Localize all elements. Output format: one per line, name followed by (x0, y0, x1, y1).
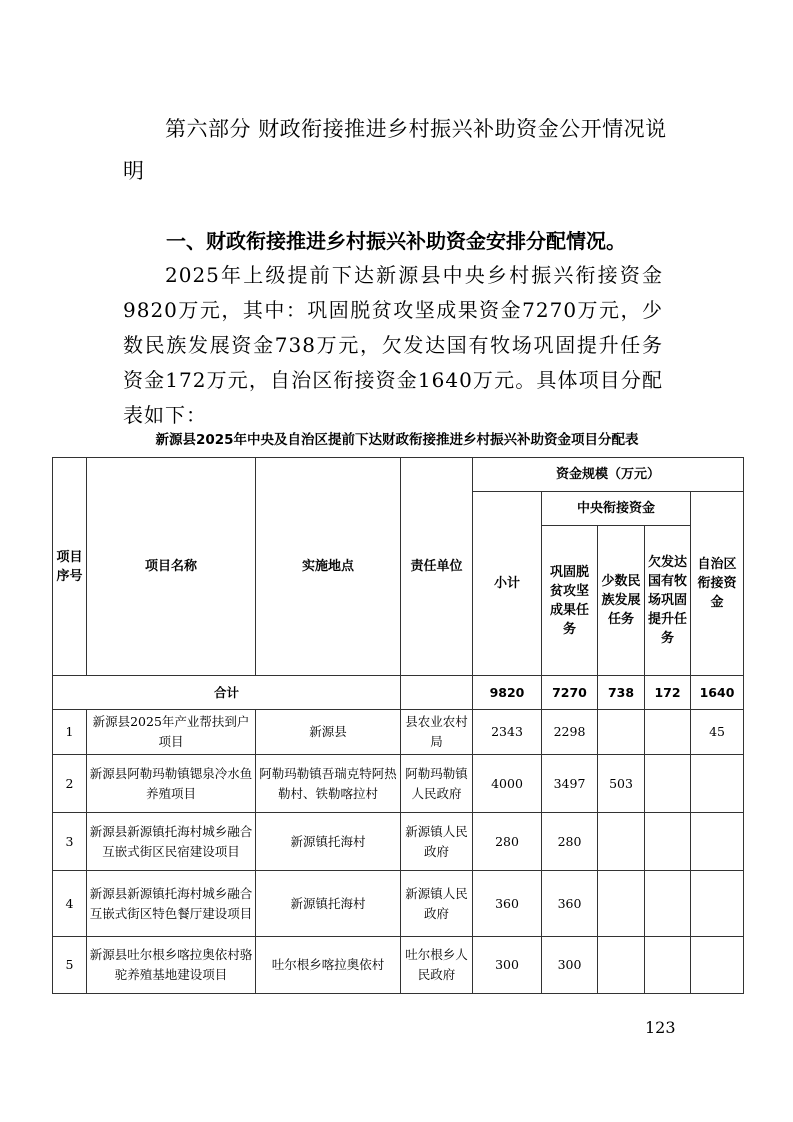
total-label: 合计 (53, 676, 401, 710)
row-location: 新源县 (256, 710, 401, 755)
row-name: 新源县阿勒玛勒镇锶泉冷水鱼养殖项目 (87, 755, 256, 813)
row-consolidate: 3497 (542, 755, 598, 813)
row-seq: 1 (53, 710, 87, 755)
row-name: 新源县吐尔根乡喀拉奥依村骆驼养殖基地建设项目 (87, 937, 256, 994)
subsection-heading: 一、财政衔接推进乡村振兴补助资金安排分配情况。 (166, 229, 626, 253)
total-minority: 738 (598, 676, 645, 710)
row-name: 新源县新源镇托海村城乡融合互嵌式街区特色餐厅建设项目 (87, 871, 256, 937)
row-seq: 2 (53, 755, 87, 813)
row-consolidate: 360 (542, 871, 598, 937)
row-unit: 新源镇人民政府 (401, 813, 473, 871)
row-subtotal: 300 (473, 937, 542, 994)
row-subtotal: 2343 (473, 710, 542, 755)
header-subtotal: 小计 (473, 492, 542, 676)
row-unit: 阿勒玛勒镇人民政府 (401, 755, 473, 813)
row-seq: 4 (53, 871, 87, 937)
row-location: 新源镇托海村 (256, 813, 401, 871)
header-unit: 责任单位 (401, 458, 473, 676)
table-row (53, 813, 744, 871)
table-title: 新源县2025年中央及自治区提前下达财政衔接推进乡村振兴补助资金项目分配表 (155, 432, 639, 448)
header-central: 中央衔接资金 (542, 492, 691, 526)
row-ranch (645, 871, 691, 937)
total-ranch: 172 (645, 676, 691, 710)
row-consolidate: 2298 (542, 710, 598, 755)
page-number: 123 (645, 1018, 676, 1037)
allocation-table (52, 457, 744, 994)
row-location: 吐尔根乡喀拉奥依村 (256, 937, 401, 994)
row-ranch (645, 710, 691, 755)
row-subtotal: 360 (473, 871, 542, 937)
row-autonomous (691, 755, 744, 813)
header-autonomous: 自治区衔接资金 (691, 492, 744, 676)
header-location: 实施地点 (256, 458, 401, 676)
row-location: 新源镇托海村 (256, 871, 401, 937)
row-minority: 503 (598, 755, 645, 813)
section-heading: 第六部分 财政衔接推进乡村振兴补助资金公开情况说明 (123, 117, 667, 183)
row-unit: 吐尔根乡人民政府 (401, 937, 473, 994)
row-location: 阿勒玛勒镇吾瑞克特阿热勒村、铁勒喀拉村 (256, 755, 401, 813)
row-ranch (645, 937, 691, 994)
row-consolidate: 300 (542, 937, 598, 994)
row-subtotal: 4000 (473, 755, 542, 813)
header-minority: 少数民族发展任务 (598, 526, 645, 676)
header-seq: 项目序号 (53, 458, 87, 676)
header-name: 项目名称 (87, 458, 256, 676)
total-consolidate: 7270 (542, 676, 598, 710)
row-ranch (645, 755, 691, 813)
body-paragraph: 2025年上级提前下达新源县中央乡村振兴衔接资金9820万元，其中：巩固脱贫攻坚成果资金7270万元，少数民族发展资金738万元，欠发达国有牧场巩固提升任务资金172万元，自治区衔接资金1640万元。具体项目分配表如下： (123, 263, 663, 427)
table-row (53, 755, 744, 813)
row-minority (598, 710, 645, 755)
total-autonomous: 1640 (691, 676, 744, 710)
table-row (53, 710, 744, 755)
total-row (53, 676, 744, 710)
row-minority (598, 813, 645, 871)
row-seq: 5 (53, 937, 87, 994)
table-row (53, 871, 744, 937)
row-unit: 县农业农村局 (401, 710, 473, 755)
header-consolidate: 巩固脱贫攻坚成果任务 (542, 526, 598, 676)
row-autonomous (691, 871, 744, 937)
total-subtotal: 9820 (473, 676, 542, 710)
header-funds-scale: 资金规模（万元） (473, 458, 744, 492)
row-unit: 新源镇人民政府 (401, 871, 473, 937)
row-subtotal: 280 (473, 813, 542, 871)
table-row (53, 937, 744, 994)
row-seq: 3 (53, 813, 87, 871)
header-ranch: 欠发达国有牧场巩固提升任务 (645, 526, 691, 676)
row-minority (598, 937, 645, 994)
row-minority (598, 871, 645, 937)
total-unit (401, 676, 473, 710)
row-autonomous (691, 937, 744, 994)
row-name: 新源县2025年产业帮扶到户项目 (87, 710, 256, 755)
row-ranch (645, 813, 691, 871)
row-name: 新源县新源镇托海村城乡融合互嵌式街区民宿建设项目 (87, 813, 256, 871)
row-autonomous: 45 (691, 710, 744, 755)
row-consolidate: 280 (542, 813, 598, 871)
row-autonomous (691, 813, 744, 871)
